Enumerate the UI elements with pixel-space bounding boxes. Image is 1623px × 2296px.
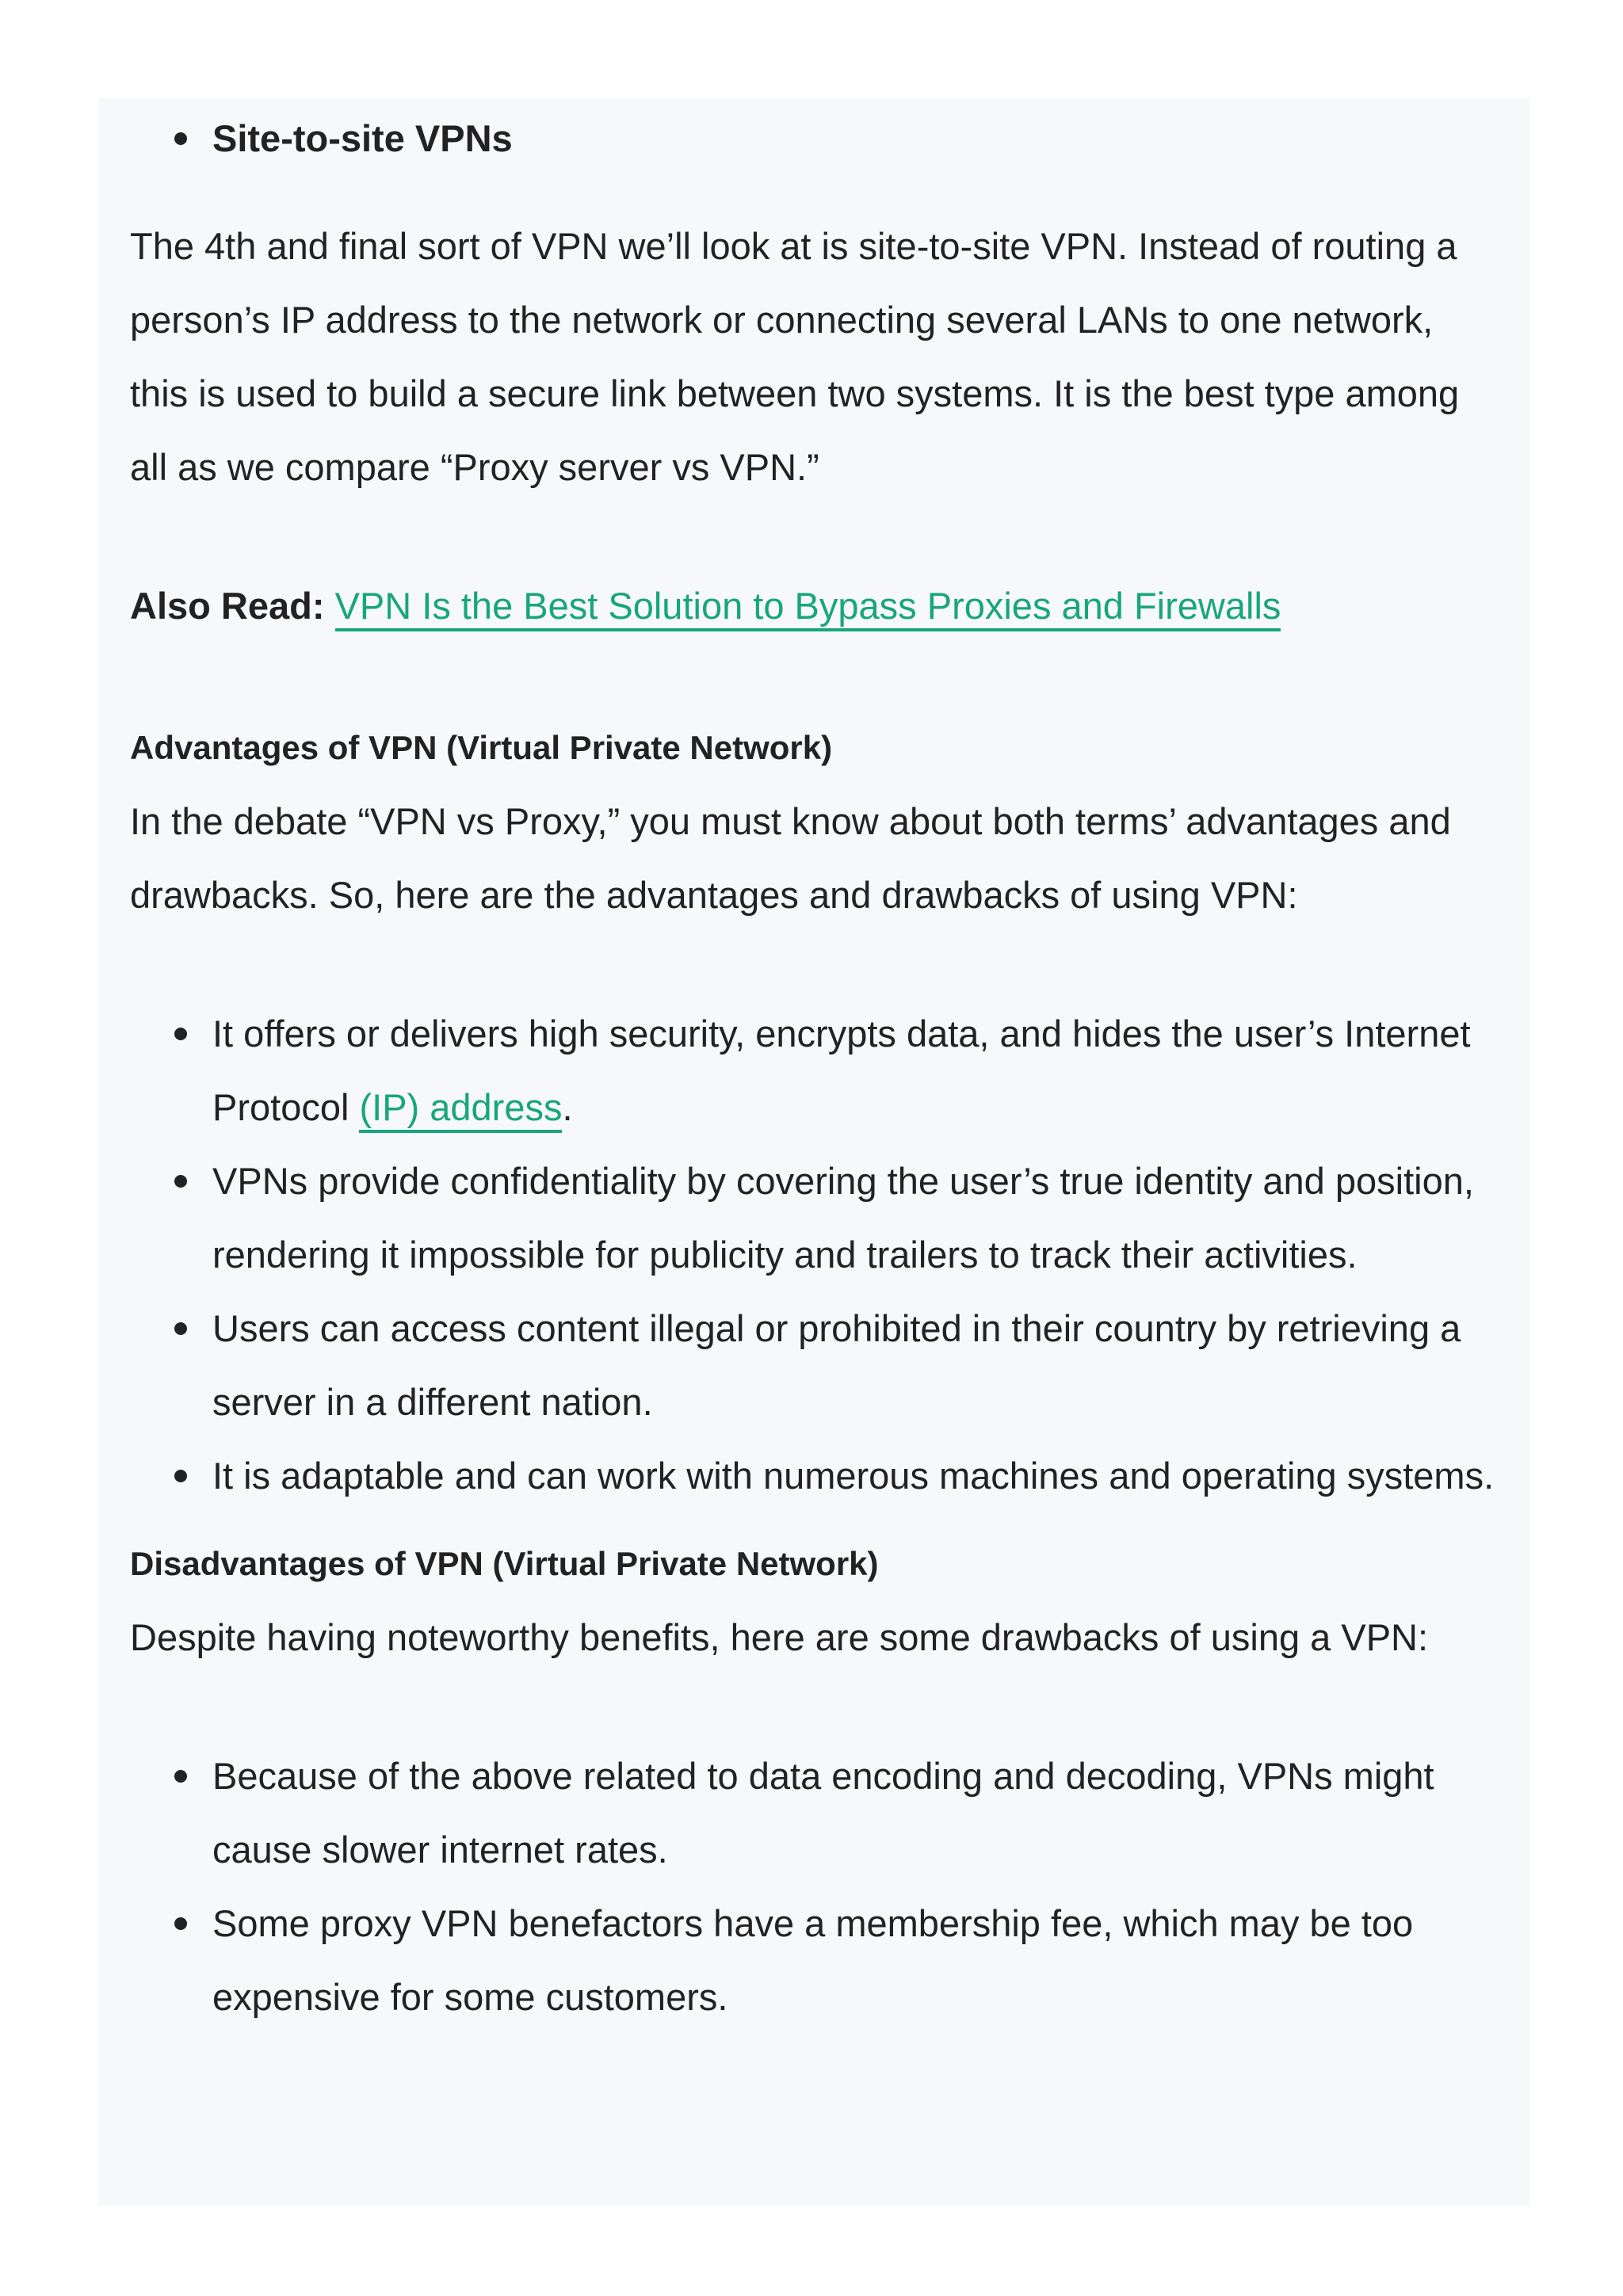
disadvantages-intro: Despite having noteworthy benefits, here are some drawbacks of using a VPN: <box>130 1616 1429 1658</box>
advantages-intro: In the debate “VPN vs Proxy,” you must know about both terms’ advantages and drawbacks. So, here are the advantages and drawbacks of using VPN: <box>130 800 1451 916</box>
disadvantages-list <box>130 1739 1498 2034</box>
list-item: It is adaptable and can work with numerous machines and operating systems. <box>212 1439 1498 1512</box>
also-read <box>130 569 1498 643</box>
list-item-site-to-site: Site-to-site VPNs <box>212 101 1498 175</box>
list-item: Some proxy VPN benefactors have a membership fee, which may be too expensive for some customers. <box>212 1886 1498 2034</box>
advantages-heading: Advantages of VPN (Virtual Private Network) <box>130 729 833 766</box>
site-to-site-paragraph: The 4th and final sort of VPN we’ll look at is site-to-site VPN. Instead of routing a person’s IP address to the network or connecting several LANs to one network, this is used to build a secure link between two systems. It is the best type among all as we compare “Proxy server vs VPN.” <box>130 225 1460 488</box>
list-item: Users can access content illegal or prohibited in their country by retrieving a server in a different nation. <box>212 1291 1498 1439</box>
vpn-types-list <box>130 101 1498 175</box>
advantages-list <box>130 997 1498 1512</box>
list-item: Because of the above related to data encoding and decoding, VPNs might cause slower internet rates. <box>212 1739 1498 1886</box>
article-content <box>130 101 1498 2034</box>
article-panel <box>98 98 1529 2206</box>
disadvantages-heading: Disadvantages of VPN (Virtual Private Network) <box>130 1545 879 1582</box>
also-read-label: Also Read: <box>130 585 325 627</box>
list-item <box>212 997 1498 1144</box>
advantage-1-text: It offers or delivers high security, encrypts data, and hides the user’s Internet Protocol <box>212 1013 1471 1128</box>
advantage-1-period: . <box>562 1086 573 1128</box>
ip-address-link[interactable]: (IP) address <box>359 1086 562 1133</box>
list-item: VPNs provide confidentiality by covering the user’s true identity and position, rendering it impossible for publicity and trailers to track their activities. <box>212 1144 1498 1291</box>
also-read-link[interactable]: VPN Is the Best Solution to Bypass Proxies and Firewalls <box>335 585 1281 631</box>
